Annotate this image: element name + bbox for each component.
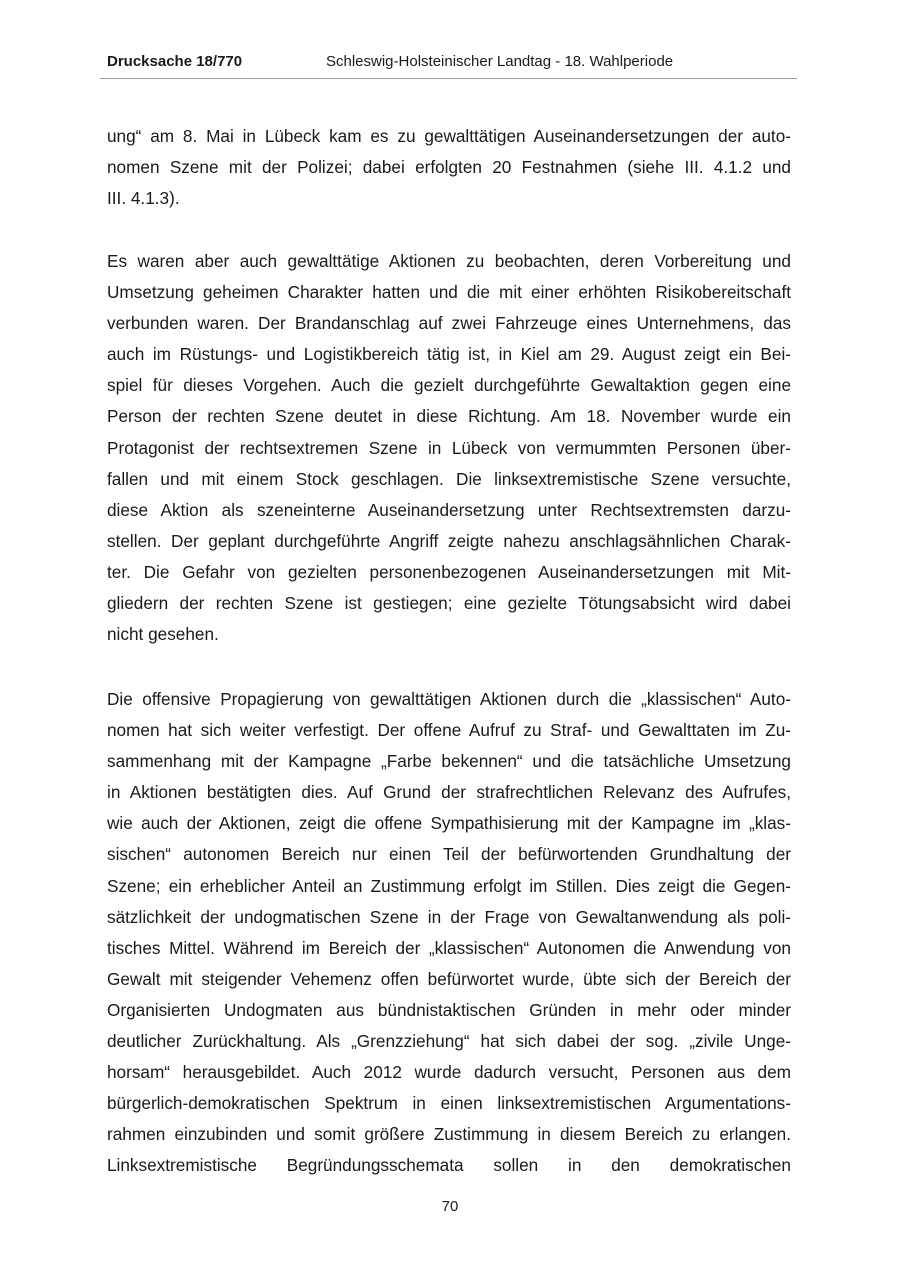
document-number: Drucksache 18/770 [107, 53, 243, 70]
paragraph-1 [107, 121, 791, 214]
text-line: nicht gesehen. [107, 624, 219, 645]
text-line: Linksextremistische Begründungsschemata sollen in den demokratischen [107, 1155, 791, 1176]
paragraph-2 [107, 246, 791, 650]
text-line: gliedern der rechten Szene ist gestiegen; eine gezielte Tötungsabsicht wird dabei [107, 593, 791, 614]
text-line: nomen Szene mit der Polizei; dabei erfolgten 20 Festnahmen (siehe III. 4.1.2 und [107, 157, 791, 178]
text-line: verbunden waren. Der Brandanschlag auf zwei Fahrzeuge eines Unternehmens, das [107, 313, 791, 334]
header-title: Schleswig-Holsteinischer Landtag - 18. Wahlperiode [326, 53, 674, 70]
text-line: Person der rechten Szene deutet in diese Richtung. Am 18. November wurde ein [107, 406, 791, 427]
text-line: diese Aktion als szeneinterne Auseinandersetzung unter Rechtsextremsten darzu- [107, 499, 791, 520]
text-line: sammenhang mit der Kampagne „Farbe bekennen“ und die tatsächliche Umsetzung [107, 751, 791, 772]
page-header [100, 40, 797, 79]
text-line: nomen hat sich weiter verfestigt. Der offene Aufruf zu Straf- und Gewalttaten im Zu- [107, 720, 791, 741]
text-line: Umsetzung geheimen Charakter hatten und die mit einer erhöhten Risikobereitschaft [107, 282, 791, 303]
text-line: Es waren aber auch gewalttätige Aktionen zu beobachten, deren Vorbereitung und [107, 251, 791, 271]
text-line: fallen und mit einem Stock geschlagen. Die linksextremistische Szene versuchte, [107, 468, 791, 489]
paragraph-3 [107, 684, 791, 1182]
text-line: III. 4.1.3). [107, 188, 180, 209]
text-line: deutlicher Zurückhaltung. Als „Grenzziehung“ hat sich dabei der sog. „zivile Unge- [107, 1031, 791, 1052]
text-line: wie auch der Aktionen, zeigt die offene Sympathisierung mit der Kampagne im „klas- [107, 813, 791, 834]
text-line: Gewalt mit steigender Vehemenz offen befürwortet wurde, übte sich der Bereich der [107, 968, 791, 989]
text-line: sischen“ autonomen Bereich nur einen Teil der befürwortenden Grundhaltung der [107, 844, 791, 865]
page-number: 70 [441, 1198, 459, 1215]
text-line: in Aktionen bestätigten dies. Auf Grund der strafrechtlichen Relevanz des Aufrufes, [107, 782, 791, 803]
text-line: sätzlichkeit der undogmatischen Szene in der Frage von Gewaltanwendung als poli- [107, 906, 791, 927]
text-line: stellen. Der geplant durchgeführte Angriff zeigte nahezu anschlagsähnlichen Charak- [107, 530, 791, 551]
text-line: spiel für dieses Vorgehen. Auch die gezielt durchgeführte Gewaltaktion gegen eine [107, 375, 791, 396]
text-line: auch im Rüstungs- und Logistikbereich tätig ist, in Kiel am 29. August zeigt ein Bei- [107, 344, 791, 365]
text-line: Organisierten Undogmaten aus bündnistaktischen Gründen in mehr oder minder [107, 999, 791, 1020]
text-line: Die offensive Propagierung von gewalttätigen Aktionen durch die „klassischen“ Auto- [107, 689, 791, 709]
text-line: tisches Mittel. Während im Bereich der „klassischen“ Autonomen die Anwendung von [107, 937, 791, 958]
text-line: rahmen einzubinden und somit größere Zustimmung in diesem Bereich zu erlangen. [107, 1124, 791, 1145]
text-line: bürgerlich-demokratischen Spektrum in einen linksextremistischen Argumentations- [107, 1093, 791, 1114]
text-line: Protagonist der rechtsextremen Szene in Lübeck von vermummten Personen über- [107, 437, 791, 458]
text-line: ter. Die Gefahr von gezielten personenbezogenen Auseinandersetzungen mit Mit- [107, 561, 791, 582]
text-line: ung“ am 8. Mai in Lübeck kam es zu gewalttätigen Auseinandersetzungen der auto- [107, 126, 791, 146]
text-line: horsam“ herausgebildet. Auch 2012 wurde dadurch versucht, Personen aus dem [107, 1062, 791, 1083]
text-line: Szene; ein erheblicher Anteil an Zustimmung erfolgt im Stillen. Dies zeigt die Gegen- [107, 875, 791, 896]
